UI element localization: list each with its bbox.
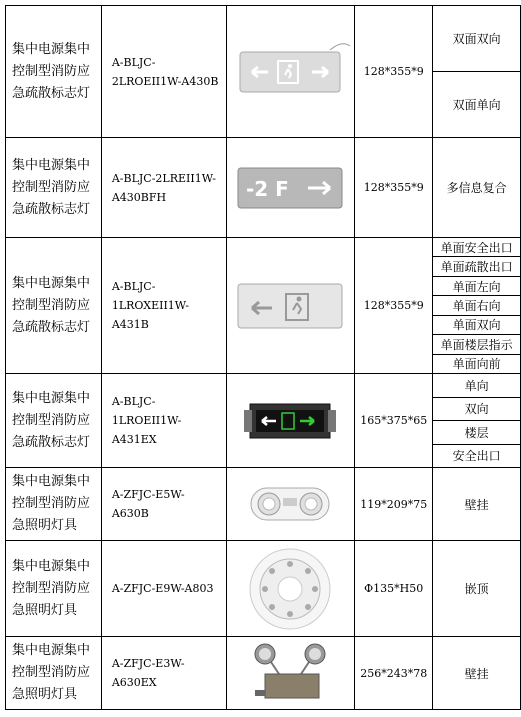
product-name: 集中电源集中控制型消防应急照明灯具 bbox=[6, 637, 102, 710]
product-dimensions: 165*375*65 bbox=[355, 374, 433, 468]
product-name: 集中电源集中控制型消防应急疏散标志灯 bbox=[6, 238, 102, 374]
product-image bbox=[226, 637, 354, 710]
product-dimensions: 119*209*75 bbox=[355, 468, 433, 541]
function-item: 双向 bbox=[433, 397, 520, 421]
explosion-proof-sign-icon bbox=[240, 396, 340, 446]
floor-sign-text: -2 F bbox=[246, 176, 290, 201]
function-item: 单面右向 bbox=[433, 295, 520, 314]
floor-sign-icon bbox=[230, 160, 350, 216]
product-dimensions: 128*355*9 bbox=[355, 238, 433, 374]
product-name: 集中电源集中控制型消防应急疏散标志灯 bbox=[6, 6, 102, 138]
exit-sign-left-icon bbox=[230, 276, 350, 336]
product-name: 集中电源集中控制型消防应急疏散标志灯 bbox=[6, 374, 102, 468]
function-item: 双面双向 bbox=[452, 32, 501, 46]
product-name: 集中电源集中控制型消防应急照明灯具 bbox=[6, 468, 102, 541]
table-row bbox=[6, 374, 521, 468]
product-model: A-ZFJC-E5W-A630B bbox=[101, 468, 226, 541]
product-functions bbox=[433, 6, 521, 138]
function-item: 单面楼层指示 bbox=[433, 334, 520, 353]
table-row bbox=[6, 6, 521, 138]
exit-sign-double-arrow-icon bbox=[230, 42, 350, 102]
product-image bbox=[226, 6, 354, 138]
product-model: A-BLJC-1LROEII1W-A431EX bbox=[101, 374, 226, 468]
product-model: A-BLJC-2LROEII1W-A430B bbox=[101, 6, 226, 138]
product-functions: 壁挂 bbox=[433, 468, 521, 541]
table-row bbox=[6, 637, 521, 710]
function-item: 单面向前 bbox=[433, 354, 520, 373]
product-functions bbox=[433, 238, 521, 374]
function-item: 单面疏散出口 bbox=[433, 256, 520, 275]
table-row bbox=[6, 468, 521, 541]
twin-head-light-icon bbox=[245, 474, 335, 534]
function-item: 安全出口 bbox=[433, 444, 520, 468]
table-row bbox=[6, 238, 521, 374]
product-functions: 嵌顶 bbox=[433, 541, 521, 637]
product-image bbox=[226, 541, 354, 637]
product-dimensions: 128*355*9 bbox=[355, 6, 433, 138]
table-row bbox=[6, 138, 521, 238]
product-functions: 多信息复合 bbox=[433, 138, 521, 238]
product-image bbox=[226, 468, 354, 541]
product-functions bbox=[433, 374, 521, 468]
product-model: A-ZFJC-E9W-A803 bbox=[101, 541, 226, 637]
function-item: 楼层 bbox=[433, 420, 520, 444]
product-functions: 壁挂 bbox=[433, 637, 521, 710]
function-item: 单面安全出口 bbox=[440, 240, 513, 255]
product-image bbox=[226, 238, 354, 374]
product-table bbox=[5, 5, 521, 710]
ceiling-light-icon bbox=[245, 544, 335, 634]
product-image bbox=[226, 138, 354, 238]
table-row bbox=[6, 541, 521, 637]
explosion-proof-spotlight-icon bbox=[245, 640, 335, 706]
product-model: A-ZFJC-E3W-A630EX bbox=[101, 637, 226, 710]
function-item: 单面左向 bbox=[433, 276, 520, 295]
product-name: 集中电源集中控制型消防应急照明灯具 bbox=[6, 541, 102, 637]
product-name: 集中电源集中控制型消防应急疏散标志灯 bbox=[6, 138, 102, 238]
function-item: 单面双向 bbox=[433, 315, 520, 334]
function-item: 单向 bbox=[464, 378, 489, 393]
product-model: A-BLJC-1LROXEII1W-A431B bbox=[101, 238, 226, 374]
function-item: 双面单向 bbox=[433, 71, 520, 137]
product-model: A-BLJC-2LREII1W-A430BFH bbox=[101, 138, 226, 238]
product-image bbox=[226, 374, 354, 468]
product-dimensions: 256*243*78 bbox=[355, 637, 433, 710]
product-dimensions: Φ135*H50 bbox=[355, 541, 433, 637]
product-dimensions: 128*355*9 bbox=[355, 138, 433, 238]
